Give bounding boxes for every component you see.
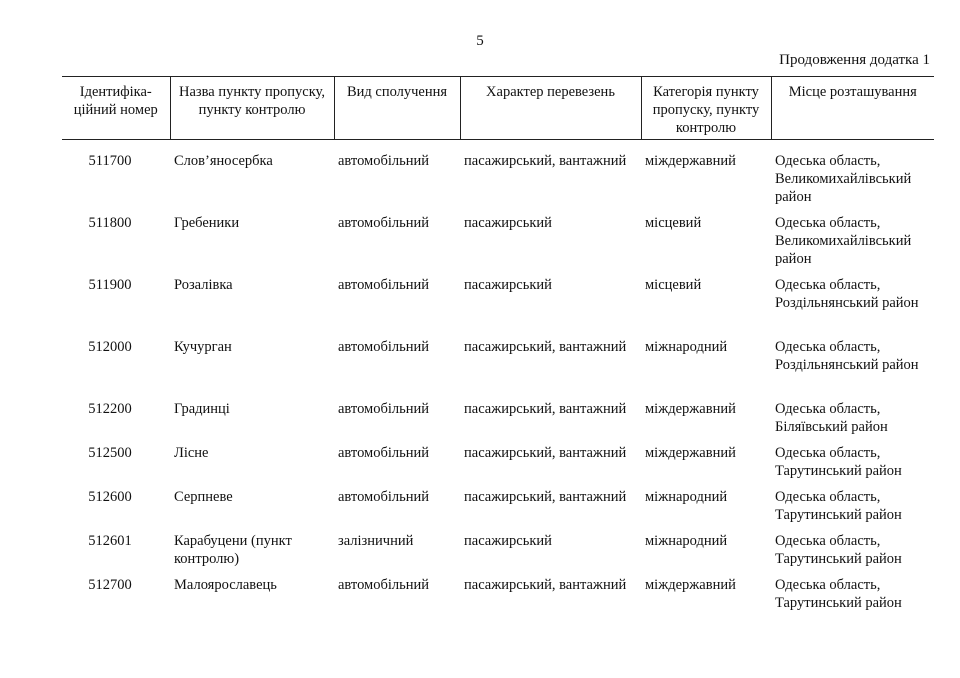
checkpoints-table [62,76,934,620]
table-row [62,532,934,576]
cell-transport: пасажирський, вантажний [464,445,627,461]
cell-connection: автомобільний [338,153,430,169]
cell-id: 512700 [88,577,132,593]
cell-name: Серпневе [174,489,233,505]
cell-location: Одеська область, Тарутинський район [775,577,902,611]
cell-name: Карабуцени (пункт контролю) [174,533,292,567]
cell-name: Лісне [174,445,209,461]
cell-location: Одеська область, Великомихайлівський район [775,153,912,205]
cell-transport: пасажирський, вантажний [464,401,627,417]
cell-category: міждержавний [645,577,736,593]
cell-id: 511700 [88,153,132,169]
cell-name: Слов’яносербка [174,153,273,169]
cell-name: Малоярославець [174,577,277,593]
cell-id: 511900 [88,277,132,293]
cell-transport: пасажирський [464,277,552,293]
cell-connection: автомобільний [338,277,430,293]
cell-category: місцевий [645,215,702,231]
table-row [62,214,934,276]
header-category: Категорія пункту пропуску, пункту контролю [641,77,771,140]
cell-connection: автомобільний [338,489,430,505]
cell-category: міжнародний [645,339,728,355]
cell-id: 511800 [88,215,132,231]
cell-id: 512000 [88,339,132,355]
cell-connection: автомобільний [338,445,430,461]
header-name: Назва пункту пропуску, пункту контролю [170,77,334,140]
cell-connection: автомобільний [338,215,430,231]
table-row [62,488,934,532]
table-row [62,338,934,400]
header-location: Місце розташування [771,77,934,140]
table-header-row [62,77,934,140]
cell-location: Одеська область, Роздільнянський район [775,339,919,373]
header-transport: Характер перевезень [460,77,641,140]
cell-category: міжнародний [645,533,728,549]
page-number: 5 [476,33,484,49]
cell-transport: пасажирський [464,215,552,231]
cell-name: Розалівка [174,277,233,293]
header-connection: Вид сполучення [334,77,460,140]
cell-transport: пасажирський, вантажний [464,489,627,505]
cell-location: Одеська область, Біляївський район [775,401,888,435]
cell-name: Градинці [174,401,230,417]
cell-connection: залізничний [338,533,414,549]
cell-connection: автомобільний [338,401,430,417]
header-id: Ідентифіка-ційний номер [62,77,170,140]
cell-connection: автомобільний [338,577,430,593]
cell-connection: автомобільний [338,339,430,355]
cell-id: 512600 [88,489,132,505]
cell-category: міжнародний [645,489,728,505]
cell-location: Одеська область, Тарутинський район [775,445,902,479]
cell-transport: пасажирський, вантажний [464,153,627,169]
cell-location: Одеська область, Великомихайлівський район [775,215,912,267]
cell-id: 512200 [88,401,132,417]
cell-location: Одеська область, Тарутинський район [775,533,902,567]
cell-name: Кучурган [174,339,232,355]
cell-category: місцевий [645,277,702,293]
table-row [62,444,934,488]
cell-location: Одеська область, Роздільнянський район [775,277,919,311]
table-row [62,400,934,444]
table-row [62,140,934,215]
cell-transport: пасажирський, вантажний [464,577,627,593]
cell-transport: пасажирський, вантажний [464,339,627,355]
table-row [62,276,934,338]
continuation-label: Продовження додатка 1 [779,52,930,68]
cell-category: міждержавний [645,401,736,417]
cell-id: 512500 [88,445,132,461]
cell-location: Одеська область, Тарутинський район [775,489,902,523]
cell-name: Гребеники [174,215,240,231]
cell-category: міждержавний [645,445,736,461]
cell-id: 512601 [88,533,132,549]
table-row [62,576,934,620]
cell-category: міждержавний [645,153,736,169]
cell-transport: пасажирський [464,533,552,549]
